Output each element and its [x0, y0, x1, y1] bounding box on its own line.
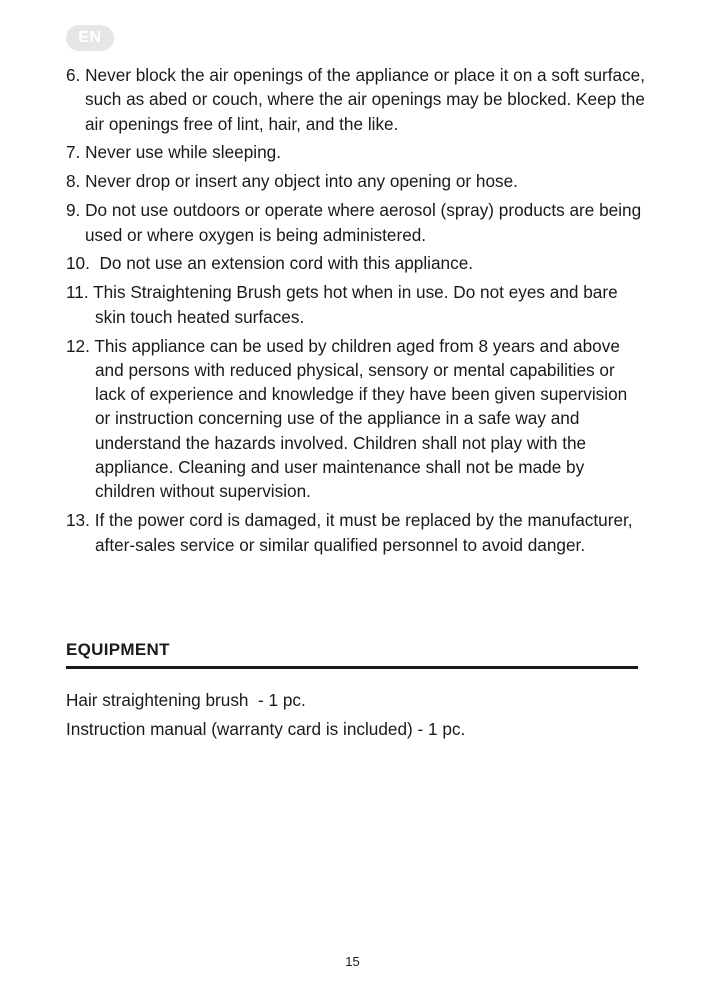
equipment-heading: EQUIPMENT [66, 640, 170, 659]
item-number: 9. [66, 200, 81, 221]
item-number: 6. [66, 65, 81, 85]
item-text: Never use while sleeping. [85, 142, 281, 163]
item-text: Do not use an extension cord with this appliance. [99, 253, 474, 274]
equipment-list [66, 686, 465, 743]
section-divider [66, 666, 638, 669]
item-number: 12. [66, 335, 90, 356]
page-number: 15 [345, 954, 360, 969]
item-text: This appliance can be used by children aged from 8 years and above and persons with reduced physical, sensory or mental capabilities or lack of experience and knowledge if they have been given supervision or instruction concerning use of the appliance in a safe way and understand the hazards involved. Children shall not play with the appliance. Cleaning and user maintenance shall not be made by children without supervision. [94, 335, 628, 502]
item-number: 10. [66, 253, 90, 274]
safety-instructions-list [66, 63, 646, 561]
item-text: Never drop or insert any object into any opening or hose. [85, 171, 518, 192]
item-number: 11. [66, 282, 89, 303]
item-number: 8. [66, 171, 81, 192]
list-item [66, 508, 646, 557]
item-text: This Straightening Brush gets hot when in use. Do not eyes and bare skin touch heated surfaces. [93, 282, 618, 327]
list-item [66, 198, 646, 247]
item-text: Never block the air openings of the appliance or place it on a soft surface, such as abed or couch, where the air openings may be blocked. Keep the air openings free of lint, hair, and the like. [85, 65, 646, 134]
list-item [66, 140, 646, 164]
item-text: If the power cord is damaged, it must be replaced by the manufacturer, after-sales service or similar qualified personnel to avoid danger. [94, 510, 633, 555]
item-number: 7. [66, 142, 81, 163]
list-item [66, 63, 646, 136]
list-item [66, 334, 646, 504]
item-number: 13. [66, 510, 90, 531]
list-item [66, 169, 646, 193]
list-item [66, 251, 646, 275]
list-item [66, 280, 646, 329]
equipment-item: Instruction manual (warranty card is included) - 1 pc. [66, 718, 466, 739]
equipment-item: Hair straightening brush - 1 pc. [66, 690, 306, 710]
language-badge: EN [66, 25, 114, 51]
item-text: Do not use outdoors or operate where aerosol (spray) products are being used or where oxygen is being administered. [85, 200, 642, 245]
